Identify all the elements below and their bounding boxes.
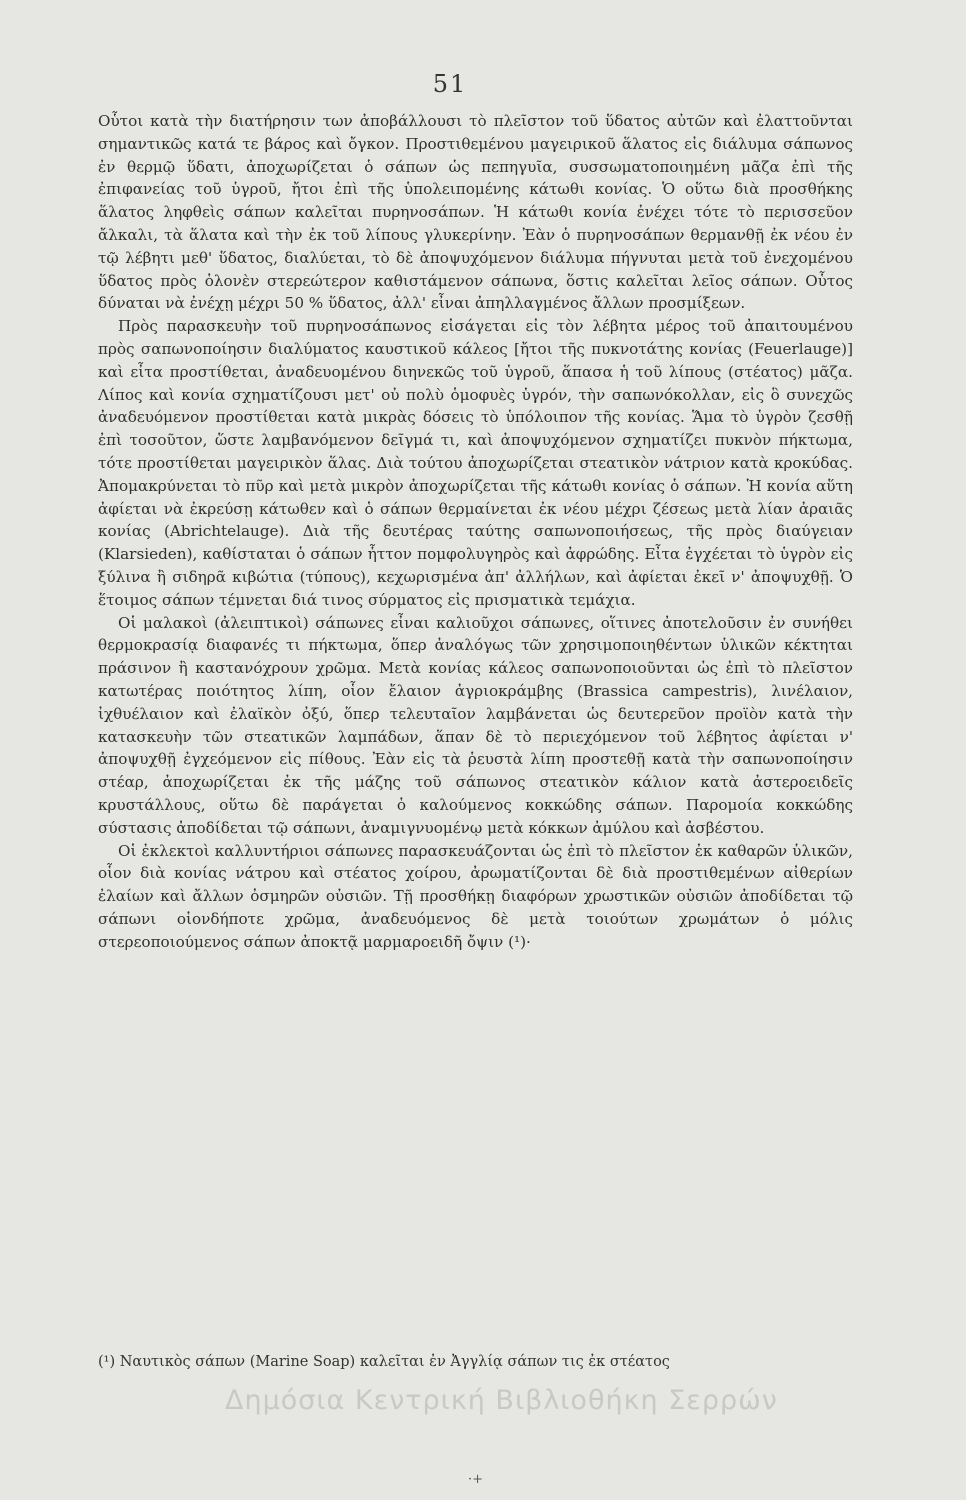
- paragraph-2: Πρὸς παρασκευὴν τοῦ πυρηνοσάπωνος εἰσάγεται εἰς τὸν λέβητα μέρος τοῦ ἀπαιτουμένου πρὸς σαπωνοποίησιν διαλύματος καυστικοῦ κάλεος [ἤτοι τῆς πυκνοτάτης κονίας (Feuerlauge)] καὶ εἶτα προστίθεται, ἀναδευομένου διηνεκῶς τοῦ ὑγροῦ, ἅπασα ἡ τοῦ λίπους (στέατος) μᾶζα. Λίπος καὶ κονία σχηματίζουσι μετ' οὐ πολὺ ὁμοφυὲς ὑγρόν, τὴν σαπωνόκολλαν, εἰς ὃ συνεχῶς ἀναδευόμενον προστίθεται κατὰ μικρὰς δόσεις τὸ ὑπόλοιπον τῆς κονίας. Ἅμα τὸ ὑγρὸν ζεσθῇ ἐπὶ τοσοῦτον, ὥστε λαμβανόμενον δεῖγμά τι, καὶ ἀποψυχόμενον σχηματίζει πυκνὸν πήκτωμα, τότε προστίθεται μαγειρικὸν ἅλας. Διὰ τούτου ἀποχωρίζεται στεατικὸν νάτριον κατὰ κροκύδας. Ἀπομακρύνεται τὸ πῦρ καὶ μετὰ μικρὸν ἀποχωρίζεται τῆς κάτωθι κονίας ὁ σάπων. Ἡ κονία αὕτη ἀφίεται νὰ ἐκρεύσῃ κάτωθεν καὶ ὁ σάπων θερμαίνεται ἐκ νέου μέχρι ζέσεως μετὰ λίαν ἀραιᾶς κονίας (Abrichtelauge). Διὰ τῆς δευτέρας ταύτης σαπωνοποιήσεως, τῆς πρὸς διαύγειαν (Klarsieden), καθίσταται ὁ σάπων ἧττον πομφολυγηρὸς καὶ ἀφρώδης. Εἶτα ἐγχέεται τὸ ὑγρὸν εἰς ξύλινα ἢ σιδηρᾶ κιβώτια (τύπους), κεχωρισμένα ἀπ' ἀλλήλων, καὶ ἀφίεται ἐκεῖ ν' ἀποψυχθῇ. Ὁ ἕτοιμος σάπων τέμνεται διά τινος σύρματος εἰς πρισματικὰ τεμάχια.: [98, 317, 853, 609]
- body-text: [98, 110, 853, 953]
- paragraph-1: Οὗτοι κατὰ τὴν διατήρησιν των ἀποβάλλουσι τὸ πλεῖστον τοῦ ὕδατος αὐτῶν καὶ ἐλαττοῦνται σημαντικῶς κατά τε βάρος καὶ ὄγκον. Προστιθεμένου μαγειρικοῦ ἅλατος εἰς διάλυμα σάπωνος ἐν θερμῷ ὕδατι, ἀποχωρίζεται ὁ σάπων ὡς πεπηγυῖα, συσσωματοποιημένη μᾶζα ἐπὶ τῆς ἐπιφανείας τοῦ ὑγροῦ, ἤτοι ἐπὶ τῆς ὑπολειπομένης κάτωθι κονίας. Ὁ οὕτω διὰ προσθήκης ἅλατος ληφθεὶς σάπων καλεῖται πυρηνοσάπων. Ἡ κάτωθι κονία ἐνέχει τότε τὸ περισσεῦον ἄλκαλι, τὰ ἅλατα καὶ τὴν ἐκ τοῦ λίπους γλυκερίνην. Ἐὰν ὁ πυρηνοσάπων θερμανθῇ ἐκ νέου ἐν τῷ λέβητι μεθ' ὕδατος, διαλύεται, τὸ δὲ ἀποψυχόμενον διάλυμα πήγνυται μετὰ τοῦ ἐνεχομένου ὕδατος πρὸς ὁλονὲν στερεώτερον καθιστάμενον σάπωνα, ὅστις καλεῖται λεῖος σάπων. Οὗτος δύναται νὰ ἐνέχῃ μέχρι 50 % ὕδατος, ἀλλ' εἶναι ἀπηλλαγμένος ἄλλων προσμίξεων.: [98, 112, 853, 313]
- library-watermark: Δημόσια Κεντρική Βιβλιοθήκη Σερρών: [225, 1385, 778, 1416]
- bottom-mark: ·+: [468, 1472, 484, 1487]
- footnote: (¹) Ναυτικὸς σάπων (Marine Soap) καλεῖται ἐν Ἀγγλίᾳ σάπων τις ἐκ στέατος: [98, 1354, 670, 1370]
- page-number: 51: [432, 70, 468, 98]
- paragraph-3: Οἱ μαλακοὶ (ἀλειπτικοὶ) σάπωνες εἶναι καλιοῦχοι σάπωνες, οἵτινες ἀποτελοῦσιν ἐν συνήθει θερμοκρασίᾳ διαφανές τι πήκτωμα, ὅπερ ἀναλόγως τῶν χρησιμοποιηθέντων ὑλικῶν κέκτηται πράσινον ἢ καστανόχρουν χρῶμα. Μετὰ κονίας κάλεος σαπωνοποιοῦνται ὡς ἐπὶ τὸ πλεῖστον κατωτέρας ποιότητος λίπη, οἷον ἔλαιον ἀγριοκράμβης (Brassica campestris), λινέλαιον, ἰχθυέλαιον καὶ ἐλαϊκὸν ὀξύ, ὅπερ τελευταῖον λαμβάνεται ὡς δευτερεῦον προϊὸν κατὰ τὴν κατασκευὴν τῶν στεατικῶν λαμπάδων, ἅπαν δὲ τὸ περιεχόμενον τοῦ λέβητος ἀφίεται ν' ἀποψυχθῇ ἐγχεόμενον εἰς πίθους. Ἐὰν εἰς τὰ ῥευστὰ λίπη προστεθῇ κατὰ τὴν σαπωνοποίησιν στέαρ, ἀποχωρίζεται ἐκ τῆς μάζης τοῦ σάπωνος στεατικὸν κάλιον κατὰ ἀστεροειδεῖς κρυστάλλους, οὕτω δὲ παράγεται ὁ καλούμενος κοκκώδης σάπων. Παρομοία κοκκώδης σύστασις ἀποδίδεται τῷ σάπωνι, ἀναμιγνυομένῳ μετὰ κόκκων ἀμύλου καὶ ἀσβέστου.: [98, 613, 853, 837]
- paragraph-4: Οἱ ἐκλεκτοὶ καλλυντήριοι σάπωνες παρασκευάζονται ὡς ἐπὶ τὸ πλεῖστον ἐκ καθαρῶν ὑλικῶν, οἷον διὰ κονίας νάτρου καὶ στέατος χοίρου, ἀρωματίζονται δὲ διὰ προστιθεμένων αἰθερίων ἐλαίων καὶ ἄλλων ὀσμηρῶν οὐσιῶν. Τῇ προσθήκῃ διαφόρων χρωστικῶν οὐσιῶν ἀποδίδεται τῷ σάπωνι οἱονδήποτε χρῶμα, ἀναδευόμενος δὲ μετὰ τοιούτων χρωμάτων ὁ μόλις στερεοποιούμενος σάπων ἀποκτᾷ μαρμαροειδῆ ὄψιν (¹)·: [98, 841, 853, 951]
